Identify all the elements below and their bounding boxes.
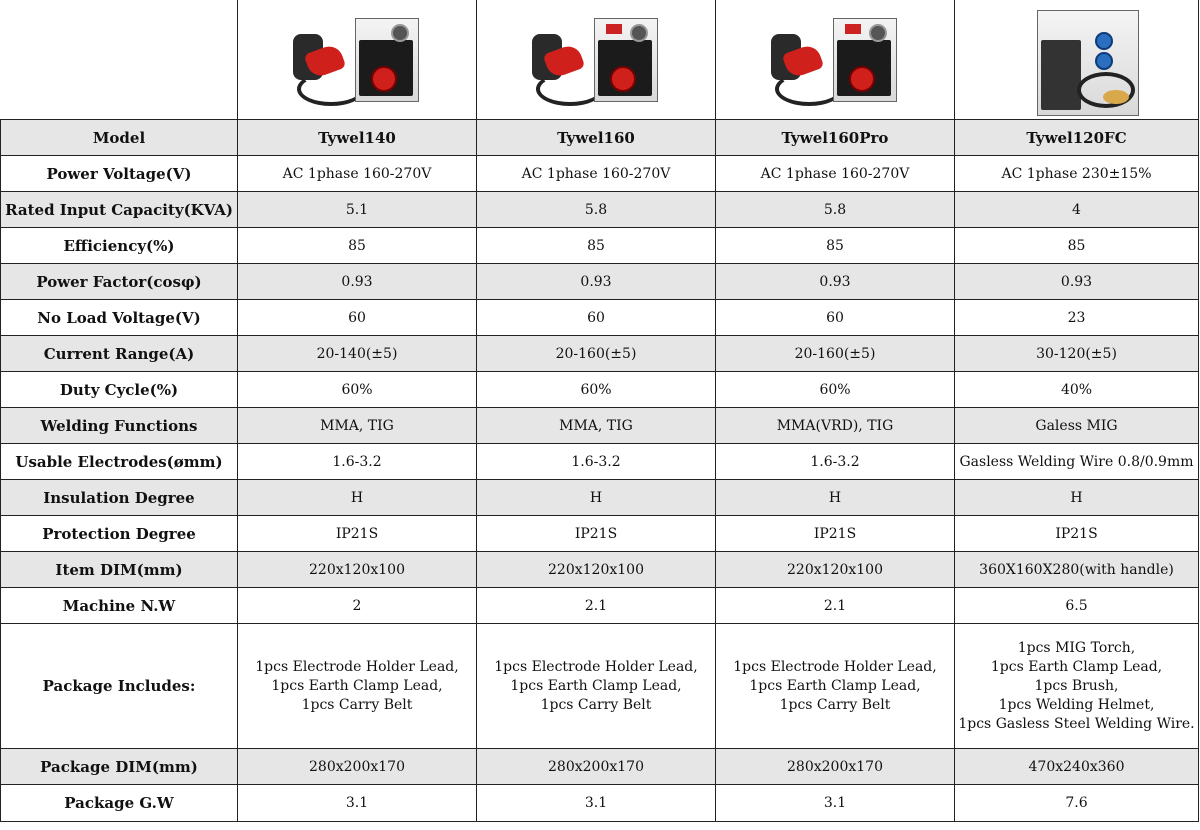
spec-value-cell: 30-120(±5) — [955, 336, 1199, 372]
spec-value-cell: 40% — [955, 372, 1199, 408]
spec-row-name — [1, 120, 1199, 156]
spec-row-package-dim — [1, 749, 1199, 785]
spec-value-cell: 2.1 — [716, 588, 955, 624]
spec-value-cell — [477, 624, 716, 749]
spec-value-cell: 20-160(±5) — [716, 336, 955, 372]
row-label: Package G.W — [1, 785, 238, 822]
spec-row-no-load-voltage — [1, 300, 1199, 336]
package-includes-text: 1pcs Electrode Holder Lead, 1pcs Earth Clamp Lead, 1pcs Carry Belt — [255, 658, 459, 713]
model-name-cell: Tywel160 — [477, 120, 716, 156]
spec-value-cell: 3.1 — [477, 785, 716, 822]
spec-value-cell: 7.6 — [955, 785, 1199, 822]
spec-value-cell: 85 — [238, 228, 477, 264]
spec-value-cell: 280x200x170 — [238, 749, 477, 785]
spec-value-cell: 0.93 — [716, 264, 955, 300]
empty-corner-cell — [1, 0, 238, 120]
spec-value-cell: Galess MIG — [955, 408, 1199, 444]
spec-value-cell: H — [955, 480, 1199, 516]
spec-value-cell: 2 — [238, 588, 477, 624]
stick-welder-image — [526, 10, 666, 110]
spec-value-cell: 20-160(±5) — [477, 336, 716, 372]
row-label: Machine N.W — [1, 588, 238, 624]
row-label: Current Range(A) — [1, 336, 238, 372]
spec-value-cell: 280x200x170 — [477, 749, 716, 785]
spec-value-cell: 5.8 — [716, 192, 955, 228]
spec-value-cell — [955, 624, 1199, 749]
spec-value-cell — [716, 624, 955, 749]
spec-row-rated-capacity — [1, 192, 1199, 228]
row-label: Insulation Degree — [1, 480, 238, 516]
spec-value-cell: 3.1 — [716, 785, 955, 822]
spec-row-item-dim — [1, 552, 1199, 588]
spec-value-cell: IP21S — [477, 516, 716, 552]
spec-row-welding-functions — [1, 408, 1199, 444]
product-image-row — [1, 0, 1199, 120]
model-name-cell: Tywel120FC — [955, 120, 1199, 156]
spec-row-package-includes — [1, 624, 1199, 749]
spec-value-cell: 5.8 — [477, 192, 716, 228]
spec-row-current-range — [1, 336, 1199, 372]
mig-welder-image — [1007, 10, 1147, 110]
spec-value-cell: 60% — [477, 372, 716, 408]
spec-value-cell: MMA(VRD), TIG — [716, 408, 955, 444]
row-label: Item DIM(mm) — [1, 552, 238, 588]
spec-value-cell: 4 — [955, 192, 1199, 228]
spec-value-cell: AC 1phase 160-270V — [238, 156, 477, 192]
row-label: Power Factor(cosφ) — [1, 264, 238, 300]
spec-row-power-factor — [1, 264, 1199, 300]
stick-welder-image — [287, 10, 427, 110]
spec-value-cell: 1.6-3.2 — [716, 444, 955, 480]
spec-value-cell: 220x120x100 — [238, 552, 477, 588]
package-includes-text: 1pcs MIG Torch, 1pcs Earth Clamp Lead, 1pcs Brush, 1pcs Welding Helmet, 1pcs Gasless Steel Welding Wire. — [958, 639, 1195, 732]
spec-value-cell: 280x200x170 — [716, 749, 955, 785]
spec-row-usable-electrodes — [1, 444, 1199, 480]
spec-value-cell: H — [238, 480, 477, 516]
spec-value-cell: AC 1phase 230±15% — [955, 156, 1199, 192]
spec-value-cell: H — [716, 480, 955, 516]
spec-value-cell: 60% — [716, 372, 955, 408]
spec-value-cell: 85 — [477, 228, 716, 264]
spec-value-cell: 6.5 — [955, 588, 1199, 624]
spec-value-cell: MMA, TIG — [238, 408, 477, 444]
spec-row-machine-nw — [1, 588, 1199, 624]
spec-value-cell: 2.1 — [477, 588, 716, 624]
spec-row-package-gw — [1, 785, 1199, 822]
spec-value-cell: 85 — [716, 228, 955, 264]
spec-row-insulation — [1, 480, 1199, 516]
model-name-cell: Tywel160Pro — [716, 120, 955, 156]
spec-row-duty-cycle — [1, 372, 1199, 408]
row-label: Usable Electrodes(ømm) — [1, 444, 238, 480]
model-name-cell: Tywel140 — [238, 120, 477, 156]
spec-row-protection — [1, 516, 1199, 552]
spec-value-cell: Gasless Welding Wire 0.8/0.9mm — [955, 444, 1199, 480]
spec-value-cell: IP21S — [716, 516, 955, 552]
row-label: Power Voltage(V) — [1, 156, 238, 192]
row-label: Protection Degree — [1, 516, 238, 552]
spec-value-cell: 3.1 — [238, 785, 477, 822]
row-label: Rated Input Capacity(KVA) — [1, 192, 238, 228]
spec-value-cell: 23 — [955, 300, 1199, 336]
product-image-cell — [477, 0, 716, 120]
spec-value-cell: 220x120x100 — [477, 552, 716, 588]
spec-value-cell: 360X160X280(with handle) — [955, 552, 1199, 588]
spec-value-cell: 0.93 — [238, 264, 477, 300]
spec-value-cell: IP21S — [238, 516, 477, 552]
product-image-cell — [955, 0, 1199, 120]
spec-value-cell: 60 — [477, 300, 716, 336]
row-label: Model — [1, 120, 238, 156]
stick-welder-image — [765, 10, 905, 110]
spec-value-cell: 85 — [955, 228, 1199, 264]
spec-value-cell: IP21S — [955, 516, 1199, 552]
package-includes-text: 1pcs Electrode Holder Lead, 1pcs Earth Clamp Lead, 1pcs Carry Belt — [494, 658, 698, 713]
spec-value-cell: 60 — [716, 300, 955, 336]
spec-value-cell: 60 — [238, 300, 477, 336]
row-label: Duty Cycle(%) — [1, 372, 238, 408]
spec-value-cell — [238, 624, 477, 749]
spec-value-cell: 5.1 — [238, 192, 477, 228]
row-label: Package Includes: — [1, 624, 238, 749]
spec-value-cell: 220x120x100 — [716, 552, 955, 588]
spec-row-efficiency — [1, 228, 1199, 264]
package-includes-text: 1pcs Electrode Holder Lead, 1pcs Earth Clamp Lead, 1pcs Carry Belt — [733, 658, 937, 713]
spec-value-cell: H — [477, 480, 716, 516]
spec-value-cell: 470x240x360 — [955, 749, 1199, 785]
row-label: Welding Functions — [1, 408, 238, 444]
spec-value-cell: 60% — [238, 372, 477, 408]
spec-row-power-voltage — [1, 156, 1199, 192]
product-image-cell — [716, 0, 955, 120]
spec-value-cell: AC 1phase 160-270V — [716, 156, 955, 192]
row-label: No Load Voltage(V) — [1, 300, 238, 336]
product-image-cell — [238, 0, 477, 120]
row-label: Efficiency(%) — [1, 228, 238, 264]
spec-value-cell: 0.93 — [955, 264, 1199, 300]
spec-value-cell: AC 1phase 160-270V — [477, 156, 716, 192]
spec-value-cell: 1.6-3.2 — [477, 444, 716, 480]
spec-value-cell: 0.93 — [477, 264, 716, 300]
spec-value-cell: 20-140(±5) — [238, 336, 477, 372]
spec-value-cell: 1.6-3.2 — [238, 444, 477, 480]
spec-value-cell: MMA, TIG — [477, 408, 716, 444]
row-label: Package DIM(mm) — [1, 749, 238, 785]
